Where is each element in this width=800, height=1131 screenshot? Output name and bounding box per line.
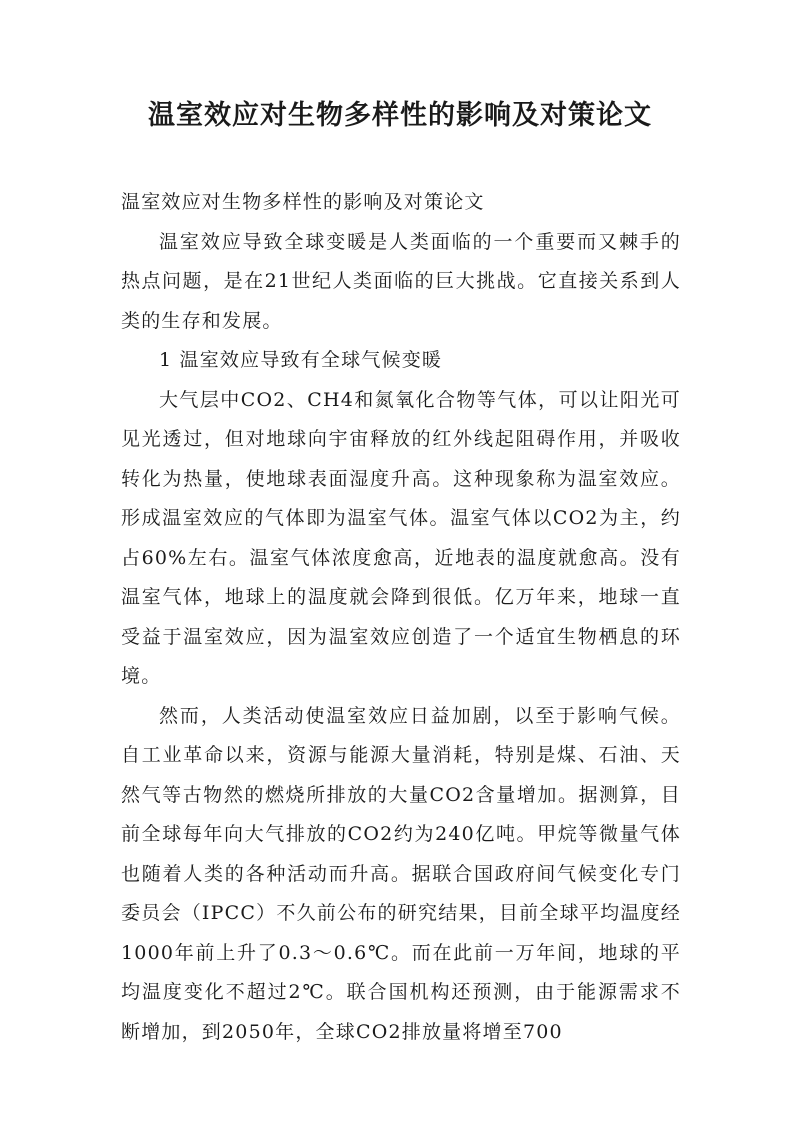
section-heading: 1 温室效应导致有全球气候变暖: [159, 349, 443, 371]
document-title: 温室效应对生物多样性的影响及对策论文: [148, 100, 652, 131]
paragraph-heading: 温室效应对生物多样性的影响及对策论文: [121, 191, 485, 213]
paragraph-greenhouse-definition: 大气层中CO2、CH4和氮氧化合物等气体，可以让阳光可见光透过，但对地球向宇宙释放的红外线起阻碍作用，并吸收转化为热量，使地球表面湿度升高。这种现象称为温室效应。形成温室效应的气体即为温室气体。温室气体以CO2为主，约占60%左右。温室气体浓度愈高，近地表的温度就愈高。没有温室气体，地球上的温度就会降到很低。亿万年来，地球一直受益于温室效应，因为温室效应创造了一个适宜生物栖息的环境。: [121, 388, 681, 687]
document-body: [121, 183, 681, 1052]
paragraph-human-activity: 然而，人类活动使温室效应日益加剧，以至于影响气候。自工业革命以来，资源与能源大量消耗，特别是煤、石油、天然气等古物然的燃烧所排放的大量CO2含量增加。据测算，目前全球每年向大气排放的CO2约为240亿吨。甲烷等微量气体也随着人类的各种活动而升高。据联合国政府间气候变化专门委员会（IPCC）不久前公布的研究结果，目前全球平均温度经1000年前上升了0.3～0.6℃。而在此前一万年间，地球的平均温度变化不超过2℃。联合国机构还预测，由于能源需求不断增加，到2050年，全球CO2排放量将增至700: [121, 704, 681, 1043]
paragraph-intro: 温室效应导致全球变暖是人类面临的一个重要而又棘手的热点问题，是在21世纪人类面临的巨大挑战。它直接关系到人类的生存和发展。: [121, 230, 681, 332]
